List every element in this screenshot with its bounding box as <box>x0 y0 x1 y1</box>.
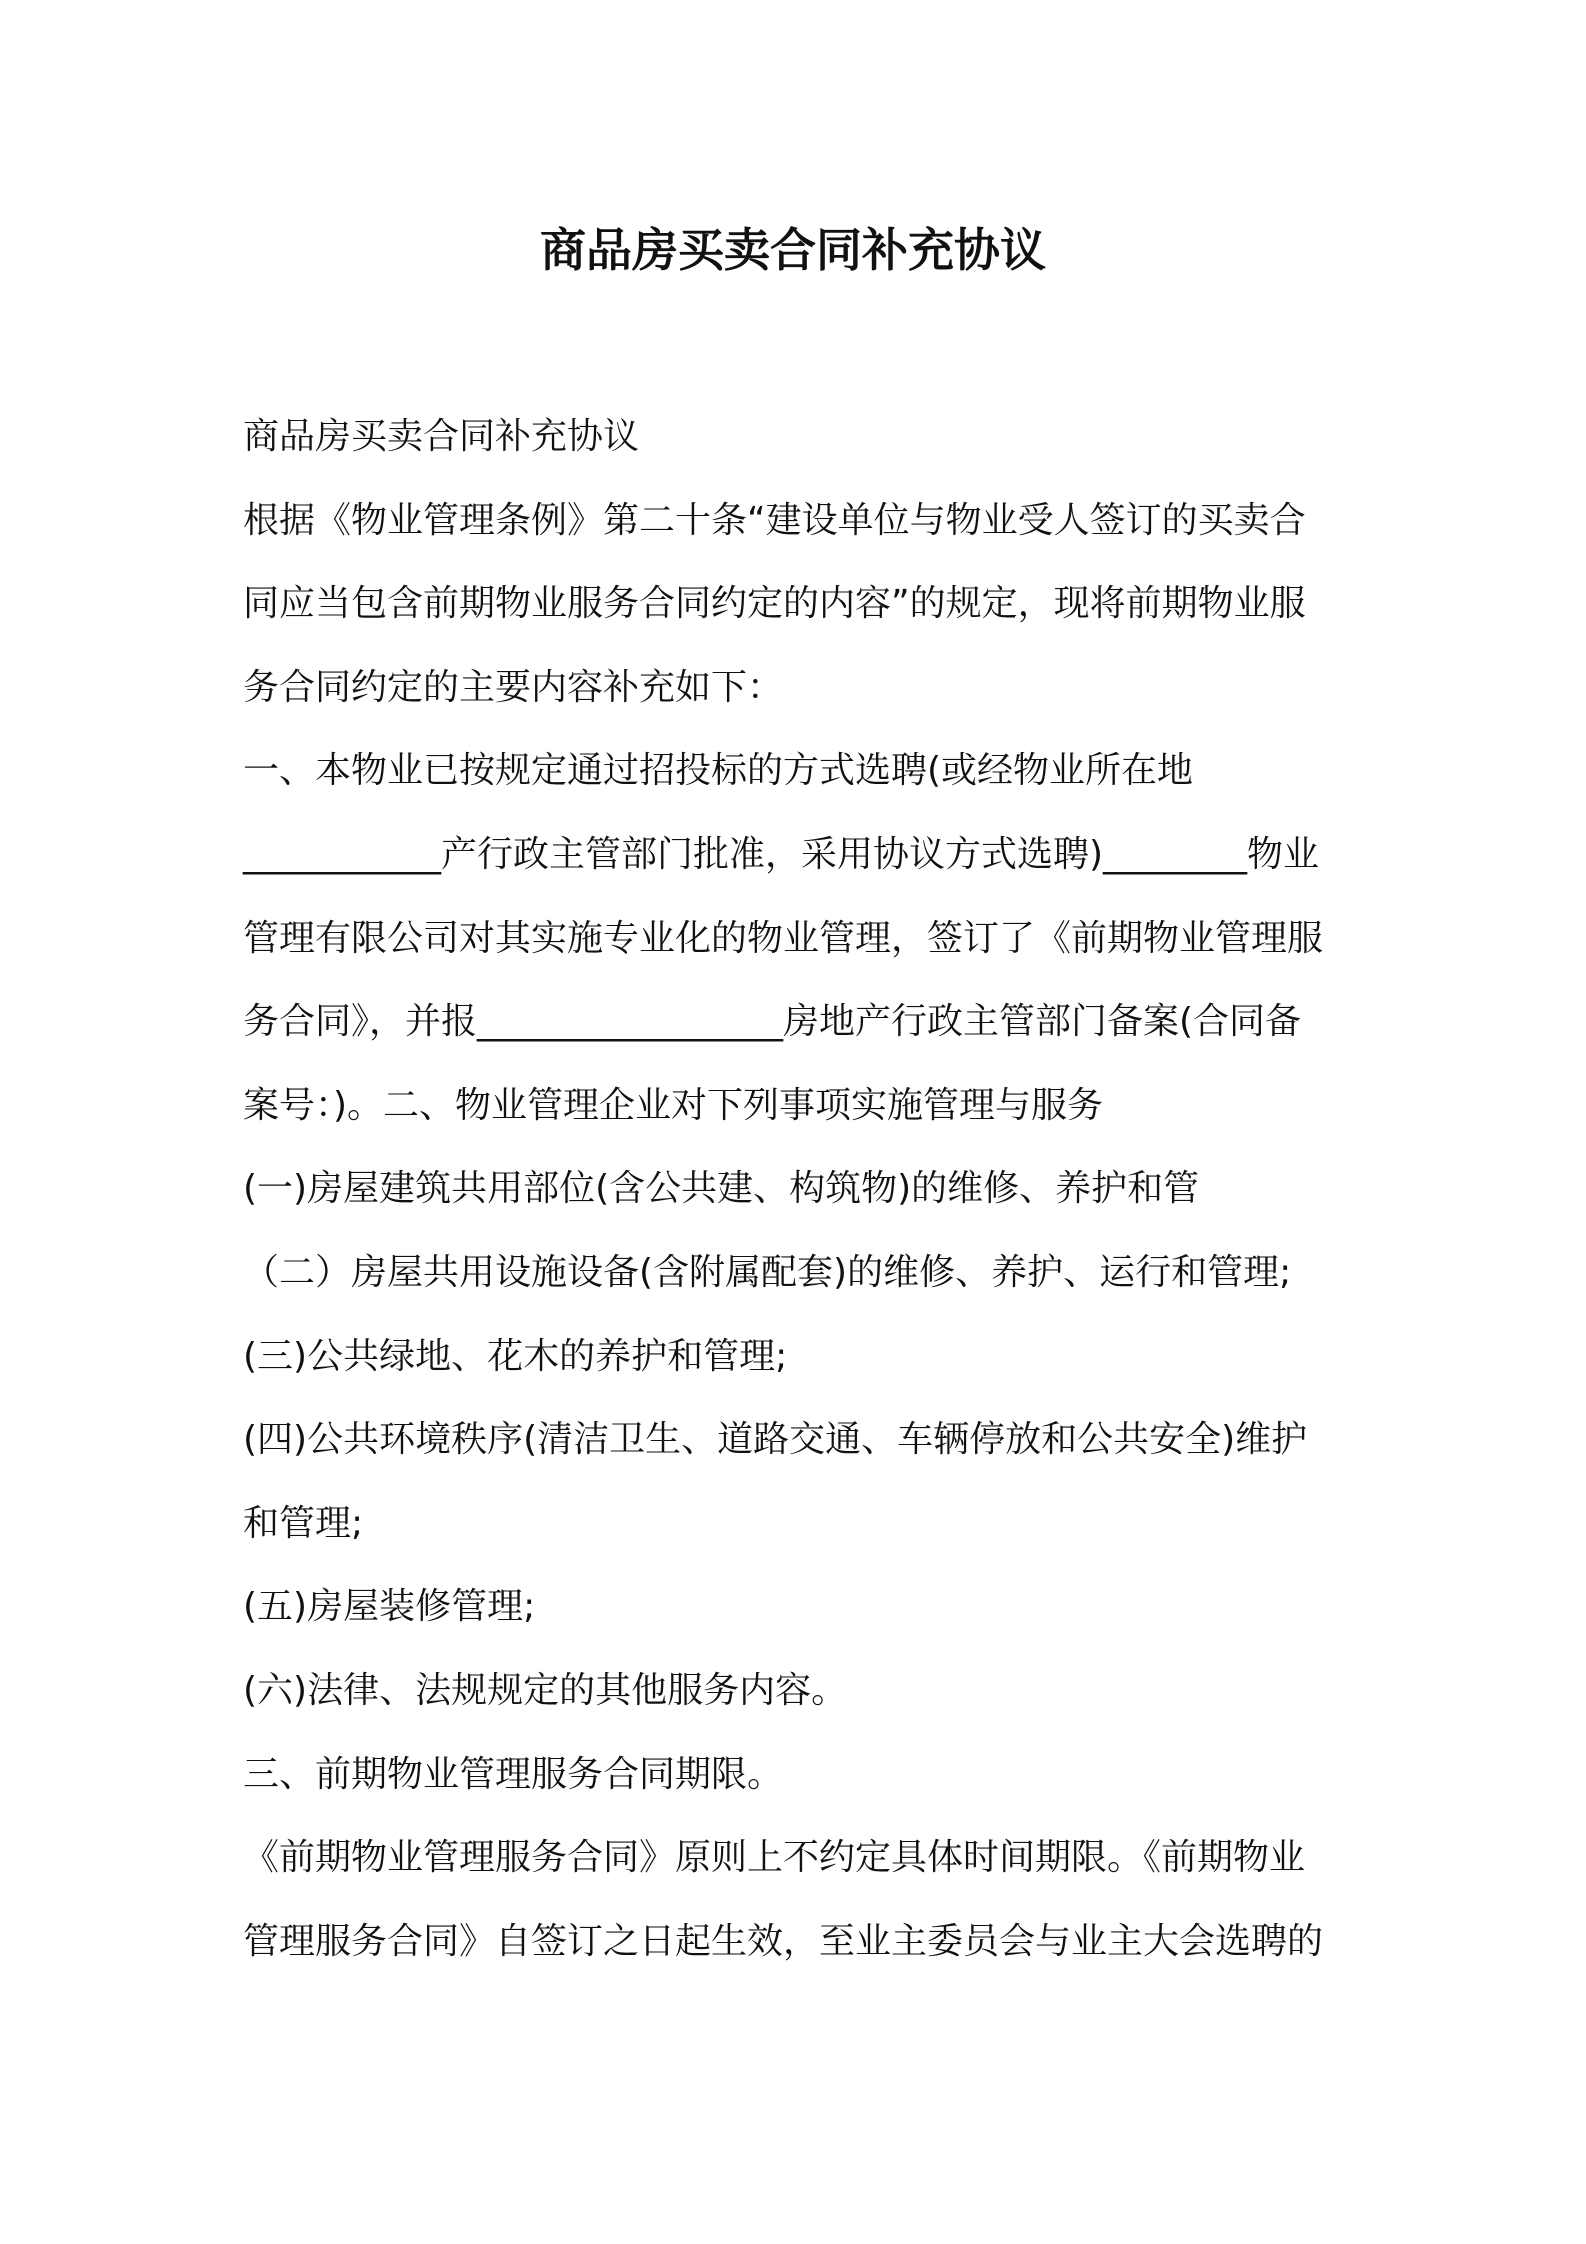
document-body <box>243 395 1363 1983</box>
body-line: 商品房买卖合同补充协议 <box>243 416 640 457</box>
body-line: （二）房屋共用设施设备(含附属配套)的维修、养护、运行和管理; <box>243 1251 1292 1293</box>
body-line: (六)法律、法规规定的其他服务内容。 <box>243 1669 848 1711</box>
body-line: 务合同》，并报_________________房地产行政主管部门备案(合同备 <box>243 1001 1302 1043</box>
body-line: 一、本物业已按规定通过招投标的方式选聘(或经物业所在地 <box>243 750 1194 792</box>
body-line: 和管理; <box>243 1502 364 1544</box>
body-line: ___________产行政主管部门批准，采用协议方式选聘)________物业 <box>243 833 1320 875</box>
body-line: (一)房屋建筑共用部位(含公共建、构筑物)的维修、养护和管 <box>243 1168 1200 1210</box>
body-line: (三)公共绿地、花木的养护和管理; <box>243 1335 788 1377</box>
body-line: (四)公共环境秩序(清洁卫生、道路交通、车辆停放和公共安全)维护 <box>243 1419 1308 1461</box>
body-line: 务合同约定的主要内容补充如下： <box>243 666 784 708</box>
body-line: 三、前期物业管理服务合同期限。 <box>243 1753 784 1795</box>
body-line: 管理有限公司对其实施专业化的物业管理，签订了《前期物业管理服 <box>243 917 1324 959</box>
body-line: (五)房屋装修管理; <box>243 1586 536 1628</box>
body-line: 《前期物业管理服务合同》原则上不约定具体时间期限。《前期物业 <box>243 1837 1306 1879</box>
body-line: 同应当包含前期物业服务合同约定的内容”的规定，现将前期物业服 <box>243 583 1306 625</box>
body-line: 案号：)。二、物业管理企业对下列事项实施管理与服务 <box>243 1084 1104 1126</box>
document-title: 商品房买卖合同补充协议 <box>540 223 1046 277</box>
body-line: 根据《物业管理条例》第二十条“建设单位与物业受人签订的买卖合 <box>243 499 1306 541</box>
body-line: 管理服务合同》自签订之日起生效，至业主委员会与业主大会选聘的 <box>243 1920 1324 1962</box>
